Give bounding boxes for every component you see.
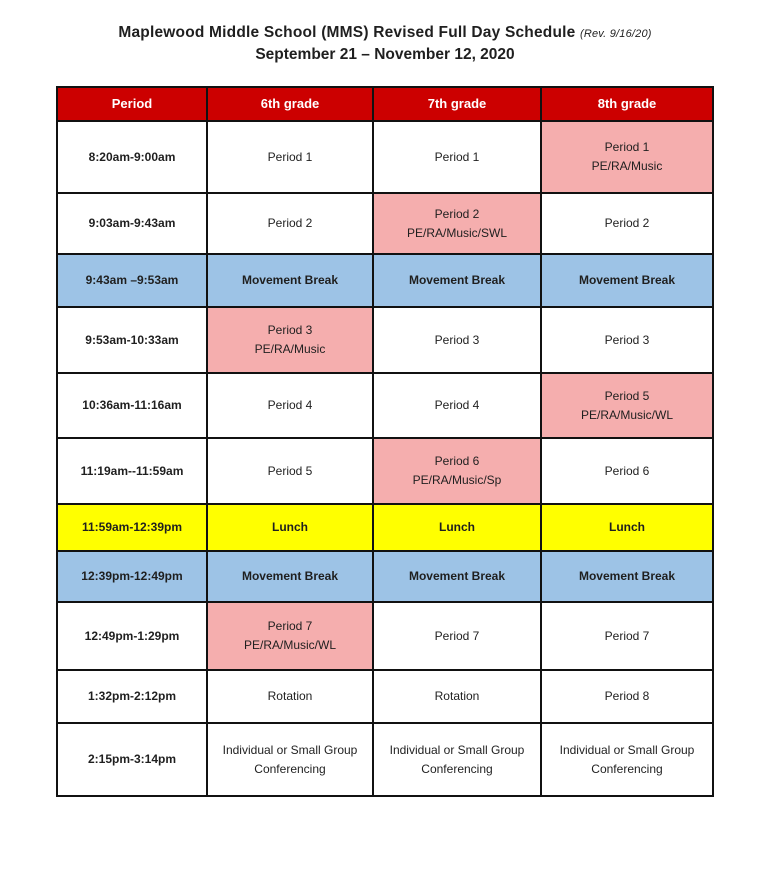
schedule-cell xyxy=(207,307,373,373)
time-cell: 9:03am-9:43am xyxy=(57,193,207,254)
schedule-cell xyxy=(373,307,541,373)
schedule-cell xyxy=(373,723,541,796)
schedule-cell-line: Period 3 xyxy=(604,332,650,347)
schedule-cell-line: Period 6 xyxy=(434,454,480,469)
schedule-cell-line: Conferencing xyxy=(421,761,493,776)
table-row xyxy=(57,307,713,373)
schedule-cell-line: Period 5 xyxy=(267,463,313,478)
schedule-cell-line: Rotation xyxy=(267,689,313,704)
schedule-cell xyxy=(541,723,713,796)
document-title xyxy=(0,24,770,42)
schedule-cell xyxy=(541,254,713,307)
schedule-cell-line: Individual or Small Group xyxy=(222,742,358,757)
date-range: September 21 – November 12, 2020 xyxy=(255,46,515,63)
schedule-cell xyxy=(541,504,713,551)
schedule-cell-line: Period 7 xyxy=(434,628,480,643)
schedule-cell xyxy=(541,373,713,438)
column-header: 8th grade xyxy=(541,87,713,121)
schedule-cell xyxy=(207,254,373,307)
schedule-cell xyxy=(207,504,373,551)
schedule-cell xyxy=(373,121,541,193)
header-row xyxy=(57,87,713,121)
schedule-cell-line: Individual or Small Group xyxy=(559,742,695,757)
schedule-cell-line: Period 2 xyxy=(604,216,650,231)
schedule-cell xyxy=(207,438,373,504)
schedule-cell-line: Period 4 xyxy=(434,398,480,413)
schedule-cell-line: PE/RA/Music/WL xyxy=(243,638,336,652)
time-cell: 12:39pm-12:49pm xyxy=(57,551,207,602)
schedule-cell xyxy=(541,307,713,373)
title-main: Maplewood Middle School (MMS) Revised Full Day Schedule xyxy=(118,24,576,41)
schedule-cell-line: Period 2 xyxy=(434,206,480,221)
schedule-cell-line: PE/RA/Music xyxy=(254,342,326,356)
table-row xyxy=(57,504,713,551)
schedule-cell-line: Period 8 xyxy=(604,689,650,704)
schedule-cell xyxy=(373,193,541,254)
schedule-cell-line: Period 5 xyxy=(604,388,650,403)
table-row xyxy=(57,670,713,723)
schedule-cell-line: Lunch xyxy=(609,520,645,535)
schedule-cell-line: Period 4 xyxy=(267,398,313,413)
schedule-cell-line: PE/RA/Music/Sp xyxy=(412,473,502,487)
schedule-cell xyxy=(541,551,713,602)
schedule-cell xyxy=(541,602,713,670)
schedule-cell xyxy=(541,438,713,504)
column-header: 6th grade xyxy=(207,87,373,121)
schedule-cell-line: Movement Break xyxy=(408,569,506,584)
schedule-cell xyxy=(373,438,541,504)
schedule-cell-line: PE/RA/Music xyxy=(591,159,663,173)
schedule-cell-line: Rotation xyxy=(434,689,480,704)
schedule-cell-line: Period 3 xyxy=(434,332,480,347)
schedule-cell xyxy=(207,723,373,796)
schedule-table xyxy=(56,86,714,797)
schedule-cell xyxy=(207,670,373,723)
schedule-cell xyxy=(207,121,373,193)
table-row xyxy=(57,254,713,307)
schedule-cell xyxy=(373,602,541,670)
schedule-cell xyxy=(207,373,373,438)
schedule-cell-line: Movement Break xyxy=(241,273,339,288)
schedule-cell xyxy=(541,121,713,193)
document-title-block xyxy=(0,0,770,64)
schedule-cell-line: Period 7 xyxy=(267,619,313,634)
schedule-cell xyxy=(373,670,541,723)
schedule-cell xyxy=(373,551,541,602)
schedule-cell-line: Period 3 xyxy=(267,323,313,338)
schedule-cell xyxy=(207,193,373,254)
schedule-cell-line: Period 7 xyxy=(604,628,650,643)
schedule-cell-line: Lunch xyxy=(439,520,475,535)
schedule-cell-line: Individual or Small Group xyxy=(389,742,525,757)
schedule-cell-line: Movement Break xyxy=(241,569,339,584)
schedule-cell-line: Movement Break xyxy=(578,569,676,584)
table-row xyxy=(57,193,713,254)
time-cell: 11:19am--11:59am xyxy=(57,438,207,504)
time-cell: 11:59am-12:39pm xyxy=(57,504,207,551)
schedule-cell-line: PE/RA/Music/WL xyxy=(580,407,673,422)
schedule-cell-line: Movement Break xyxy=(578,273,676,288)
schedule-cell-line: Conferencing xyxy=(254,761,326,776)
time-cell: 9:43am –9:53am xyxy=(57,254,207,307)
schedule-cell-line: Period 6 xyxy=(604,463,650,478)
schedule-cell-line: Conferencing xyxy=(591,761,663,776)
table-row xyxy=(57,121,713,193)
time-cell: 8:20am-9:00am xyxy=(57,121,207,193)
schedule-cell-line: Period 1 xyxy=(434,149,480,164)
time-cell: 2:15pm-3:14pm xyxy=(57,723,207,796)
schedule-cell xyxy=(373,373,541,438)
table-row xyxy=(57,551,713,602)
table-row xyxy=(57,723,713,796)
column-header: 7th grade xyxy=(373,87,541,121)
time-cell: 9:53am-10:33am xyxy=(57,307,207,373)
table-row xyxy=(57,602,713,670)
table-row xyxy=(57,373,713,438)
schedule-cell-line: Period 2 xyxy=(267,216,313,231)
schedule-cell-line: Movement Break xyxy=(408,273,506,288)
schedule-cell xyxy=(373,254,541,307)
schedule-cell-line: Lunch xyxy=(272,520,308,535)
time-cell: 12:49pm-1:29pm xyxy=(57,602,207,670)
schedule-cell-line: Period 1 xyxy=(604,140,650,155)
schedule-cell xyxy=(541,193,713,254)
schedule-cell xyxy=(207,551,373,602)
schedule-cell xyxy=(541,670,713,723)
table-row xyxy=(57,438,713,504)
time-cell: 10:36am-11:16am xyxy=(57,373,207,438)
schedule-body xyxy=(57,121,713,796)
time-cell: 1:32pm-2:12pm xyxy=(57,670,207,723)
schedule-cell xyxy=(373,504,541,551)
schedule-cell xyxy=(207,602,373,670)
title-revision: (Rev. 9/16/20) xyxy=(579,28,652,40)
schedule-cell-line: PE/RA/Music/SWL xyxy=(406,225,508,240)
column-header: Period xyxy=(57,87,207,121)
schedule-cell-line: Period 1 xyxy=(267,149,313,164)
